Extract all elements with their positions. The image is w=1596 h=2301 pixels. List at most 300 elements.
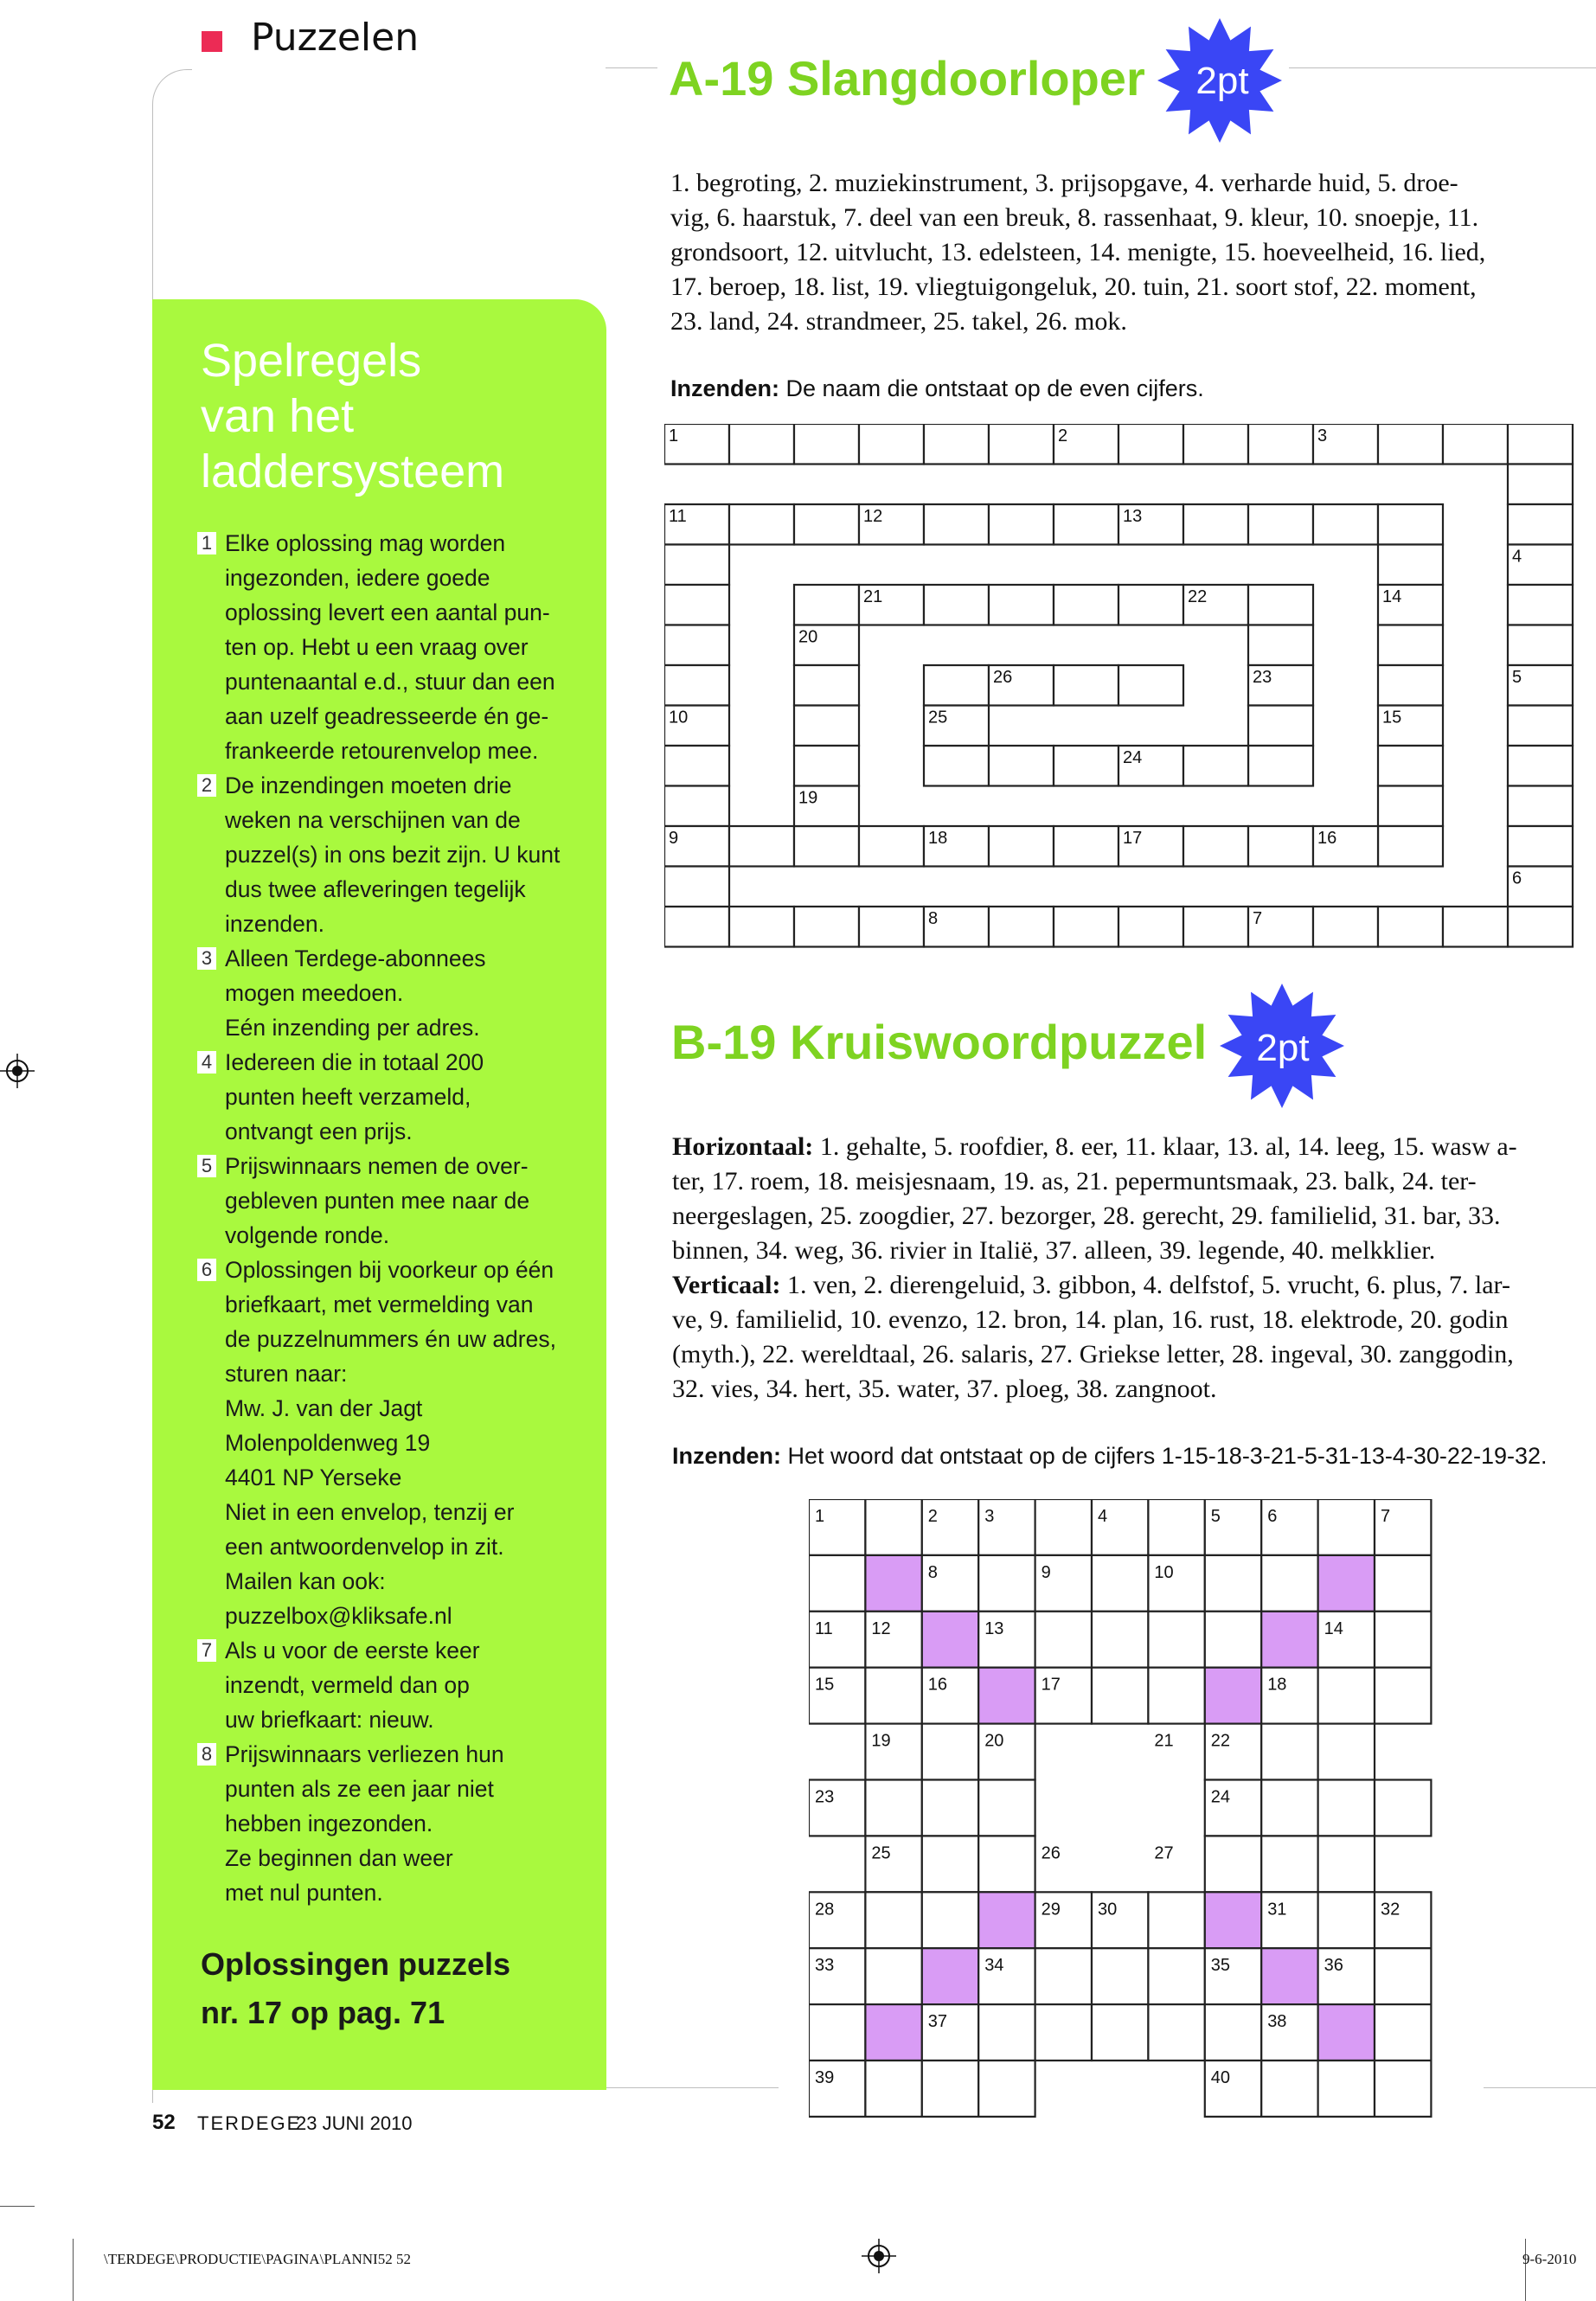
rules-heading: Spelregels van het laddersysteem: [201, 335, 505, 497]
grid-cell[interactable]: [1054, 826, 1118, 867]
grid-cell[interactable]: [1378, 746, 1443, 786]
cell-number: 6: [1512, 868, 1522, 888]
cell-number: 19: [798, 788, 818, 808]
grid-cell[interactable]: [978, 1555, 1035, 1612]
cell-number: 16: [927, 1675, 948, 1695]
grid-cell[interactable]: [1261, 2061, 1317, 2117]
cell-number: 10: [669, 708, 689, 727]
rule-text: puzzel(s) in ons bezit zijn. U kunt: [225, 842, 561, 868]
cell-number: 21: [863, 587, 883, 606]
grid-cell[interactable]: [1508, 424, 1573, 465]
grid-cell[interactable]: [1148, 1499, 1204, 1555]
rule-item: [192, 768, 599, 941]
grid-cell[interactable]: [1092, 1948, 1148, 2004]
rule-text: Ze beginnen dan weer: [225, 1845, 453, 1871]
grid-cell[interactable]: [1205, 1668, 1261, 1724]
rule-item: [192, 1253, 599, 1633]
grid-cell[interactable]: [1375, 1612, 1431, 1668]
rule-number: 4: [197, 1051, 216, 1074]
grid-cell[interactable]: [1261, 1612, 1317, 1668]
cell-number: 15: [1382, 708, 1402, 727]
rule-text: Elke oplossing mag worden: [225, 530, 506, 556]
grid-cell[interactable]: [1248, 504, 1313, 545]
grid-cell[interactable]: [1183, 826, 1248, 867]
grid-cell[interactable]: [1318, 1499, 1375, 1555]
grid-cell[interactable]: [865, 2061, 921, 2117]
slug-path: \TERDEGE\PRODUCTIE\PAGINA\PLANNI52 52: [104, 2251, 411, 2267]
rule-text: punten heeft verzameld,: [225, 1084, 471, 1110]
grid-cell[interactable]: [989, 585, 1054, 625]
grid-cell[interactable]: [1183, 746, 1248, 786]
cell-number: 29: [1041, 1900, 1061, 1920]
cell-number: 34: [984, 1956, 1004, 1976]
cell-number: 24: [1123, 748, 1143, 767]
grid-cell[interactable]: [922, 1612, 978, 1668]
cell-number: 18: [1267, 1675, 1287, 1695]
grid-cell[interactable]: [1318, 1724, 1375, 1780]
rules-list: [192, 526, 599, 1910]
grid-cell[interactable]: [989, 504, 1054, 545]
grid-cell[interactable]: [1313, 907, 1378, 947]
cell-number: 27: [1154, 1843, 1174, 1863]
grid-cell[interactable]: [989, 424, 1054, 465]
rule-number: 5: [197, 1155, 216, 1177]
grid-cell[interactable]: [1508, 465, 1573, 505]
puzzle-a-submit: [670, 375, 1204, 402]
grid-cell[interactable]: [1318, 2004, 1375, 2061]
footer-divider-left: [606, 2087, 779, 2088]
grid-cell[interactable]: [1248, 746, 1313, 786]
page-number: 52: [152, 2111, 176, 2134]
rule-text: een antwoordenvelop in zit.: [225, 1534, 504, 1560]
grid-cell[interactable]: [978, 1668, 1035, 1724]
rule-text: aan uzelf geadresseerde én ge-: [225, 703, 549, 729]
grid-cell[interactable]: [1148, 1892, 1204, 1948]
grid-cell[interactable]: [1378, 625, 1443, 666]
clue-line: binnen, 34. weg, 36. rivier in Italië, 37. alleen, 39. legende, 40. melkklier.: [672, 1236, 1436, 1265]
cell-number: 11: [815, 1618, 833, 1638]
grid-cell[interactable]: [1508, 585, 1573, 625]
grid-cell[interactable]: [1035, 2004, 1092, 2061]
rule-text: inzenden.: [225, 911, 324, 937]
grid-cell[interactable]: [989, 907, 1054, 947]
cell-number: 31: [1267, 1900, 1287, 1920]
puzzle-b-title: B-19 Kruiswoordpuzzel: [671, 1015, 1208, 1069]
cell-number: 7: [1381, 1507, 1391, 1526]
grid-cell[interactable]: [1118, 907, 1183, 947]
clue-line: vig, 6. haarstuk, 7. deel van een breuk, 8. rassenhaat, 9. kleur, 10. snoepje, 11.: [670, 203, 1479, 232]
grid-cell[interactable]: [794, 826, 859, 867]
grid-cell[interactable]: [1205, 1892, 1261, 1948]
grid-cell[interactable]: [1508, 786, 1573, 827]
rule-text: Prijswinnaars nemen de over-: [225, 1153, 529, 1179]
grid-cell[interactable]: [1261, 1836, 1317, 1892]
rule-item: [192, 526, 599, 768]
rule-number: 1: [197, 532, 216, 554]
clue-line: 17. beroep, 18. list, 19. vliegtuigongeluk, 20. tuin, 21. soort stof, 22. moment,: [670, 272, 1477, 301]
grid-cell[interactable]: [1378, 504, 1443, 545]
grid-cell[interactable]: [664, 746, 729, 786]
grid-cell[interactable]: [1318, 1668, 1375, 1724]
submit-text: De naam die ontstaat op de even cijfers.: [785, 375, 1204, 401]
grid-cell[interactable]: [924, 504, 989, 545]
cell-number: 33: [815, 1956, 835, 1976]
grid-cell[interactable]: [729, 424, 794, 465]
puzzle-a-points-badge: [1155, 16, 1285, 145]
cell-number: 5: [1512, 668, 1522, 687]
grid-cell[interactable]: [859, 424, 924, 465]
cell-number: 26: [993, 668, 1013, 687]
grid-cell[interactable]: [1508, 826, 1573, 867]
grid-cell[interactable]: [924, 746, 989, 786]
rule-text: inzendt, vermeld dan op: [225, 1672, 470, 1698]
grid-cell[interactable]: [1378, 545, 1443, 586]
cell-number: 30: [1098, 1900, 1118, 1920]
grid-cell[interactable]: [1375, 1780, 1431, 1836]
puzzle-b-submit: [672, 1443, 1548, 1470]
grid-cell[interactable]: [1183, 504, 1248, 545]
crop-mark: [0, 2206, 35, 2207]
grid-cell[interactable]: [1378, 424, 1443, 465]
puzzle-a-grid[interactable]: [664, 424, 1581, 952]
cell-number: 5: [1210, 1507, 1221, 1526]
cell-number: 2: [1058, 426, 1068, 445]
slug-date: 9-6-2010: [1522, 2251, 1577, 2267]
grid-cell[interactable]: [1261, 1724, 1317, 1780]
grid-cell[interactable]: [924, 665, 989, 706]
cell-number: 12: [871, 1618, 891, 1638]
crop-mark: [1525, 2239, 1526, 2301]
grid-cell[interactable]: [924, 424, 989, 465]
grid-cell[interactable]: [1035, 1948, 1092, 2004]
footer-divider-right: [1484, 2087, 1596, 2088]
grid-cell[interactable]: [664, 665, 729, 706]
grid-cell[interactable]: [1092, 1555, 1148, 1612]
grid-cell[interactable]: [1375, 1948, 1431, 2004]
submit-text: Het woord dat ontstaat op de cijfers 1-15-18-3-21-5-31-13-4-30-22-19-32.: [787, 1443, 1548, 1469]
clue-line: Horizontaal: 1. gehalte, 5. roofdier, 8. eer, 11. klaar, 13. al, 14. leeg, 15. wasw a-: [672, 1132, 1517, 1161]
cell-number: 35: [1210, 1956, 1231, 1976]
cell-number: 16: [1317, 829, 1337, 848]
cell-number: 13: [1123, 507, 1143, 526]
grid-cell[interactable]: [794, 585, 859, 625]
grid-cell[interactable]: [1378, 665, 1443, 706]
grid-cell[interactable]: [1378, 826, 1443, 867]
cell-number: 20: [798, 627, 818, 647]
grid-cell[interactable]: [1118, 424, 1183, 465]
grid-cell[interactable]: [1508, 625, 1573, 666]
grid-cell[interactable]: [924, 585, 989, 625]
rule-text: uw briefkaart: nieuw.: [225, 1707, 434, 1733]
grid-cell[interactable]: [922, 1780, 978, 1836]
submit-label: Inzenden:: [672, 1443, 781, 1469]
grid-cell[interactable]: [1318, 1780, 1375, 1836]
rule-number: 8: [197, 1743, 216, 1766]
grid-cell[interactable]: [664, 585, 729, 625]
grid-cell[interactable]: [978, 1892, 1035, 1948]
grid-cell[interactable]: [922, 1724, 978, 1780]
cell-number: 40: [1210, 2068, 1231, 2087]
cell-number: 39: [815, 2068, 835, 2087]
cell-number: 3: [1317, 426, 1328, 445]
grid-cell[interactable]: [1261, 1780, 1317, 1836]
rule-text: frankeerde retourenvelop mee.: [225, 738, 539, 764]
grid-cell[interactable]: [1092, 2004, 1148, 2061]
solutions-note: Oplossingen puzzels nr. 17 op pag. 71: [201, 1946, 511, 2030]
grid-cell[interactable]: [1508, 504, 1573, 545]
header-divider-right: [1289, 67, 1596, 68]
cell-number: 37: [927, 2012, 948, 2032]
section-label: Puzzelen: [251, 16, 420, 60]
grid-cell[interactable]: [729, 504, 794, 545]
grid-cell[interactable]: [664, 907, 729, 947]
header-divider: [606, 67, 657, 68]
grid-cell[interactable]: [1148, 2004, 1204, 2061]
cell-number: 24: [1210, 1787, 1231, 1807]
rule-text: puntenaantal e.d., stuur dan een: [225, 669, 555, 695]
rule-text: Molenpoldenweg 19: [225, 1430, 431, 1456]
grid-cell[interactable]: [1313, 504, 1378, 545]
cell-number: 4: [1512, 547, 1522, 567]
grid-cell[interactable]: [1375, 1555, 1431, 1612]
rule-text: ontvangt een prijs.: [225, 1118, 413, 1144]
rule-text: oplossing levert een aantal pun-: [225, 599, 550, 625]
cell-number: 25: [928, 708, 948, 727]
cell-number: 32: [1381, 1900, 1401, 1920]
grid-cell[interactable]: [978, 1836, 1035, 1892]
clue-line: 23. land, 24. strandmeer, 25. takel, 26. mok.: [670, 307, 1127, 336]
grid-cell[interactable]: [729, 826, 794, 867]
grid-cell[interactable]: [1118, 665, 1183, 706]
cell-number: 18: [928, 829, 948, 848]
grid-cell[interactable]: [1375, 2004, 1431, 2061]
rule-text: Prijswinnaars verliezen hun: [225, 1741, 504, 1767]
issue-date: 23 JUNI 2010: [296, 2112, 413, 2134]
registration-mark-icon: [862, 2239, 896, 2273]
puzzle-a-title: A-19 Slangdoorloper: [669, 51, 1145, 106]
puzzle-a-points: 2pt: [1195, 60, 1249, 102]
magazine-name: TERDEGE: [197, 2112, 302, 2134]
puzzle-b-grid[interactable]: [809, 1499, 1440, 2122]
grid-cell[interactable]: [859, 826, 924, 867]
grid-cell[interactable]: [1035, 1499, 1092, 1555]
grid-cell[interactable]: [1443, 907, 1508, 947]
grid-cell[interactable]: [989, 826, 1054, 867]
cell-number: 7: [1253, 909, 1263, 928]
rule-text: Niet in een envelop, tenzij er: [225, 1499, 515, 1525]
cell-number: 3: [984, 1507, 995, 1526]
grid-cell[interactable]: [1508, 907, 1573, 947]
puzzle-b-points: 2pt: [1256, 1027, 1310, 1069]
grid-cell[interactable]: [1054, 665, 1118, 706]
grid-cell[interactable]: [809, 1555, 865, 1612]
grid-cell[interactable]: [1318, 2061, 1375, 2117]
cell-number: 17: [1123, 829, 1143, 848]
grid-cell[interactable]: [664, 867, 729, 907]
grid-cell[interactable]: [1318, 1836, 1375, 1892]
grid-cell[interactable]: [1375, 2061, 1431, 2117]
cell-number: 20: [984, 1731, 1004, 1751]
crop-mark: [73, 2239, 74, 2301]
grid-cell[interactable]: [1035, 1612, 1092, 1668]
rule-text: ten op. Hebt u een vraag over: [225, 634, 529, 660]
cell-number: 23: [815, 1787, 835, 1807]
grid-cell[interactable]: [794, 706, 859, 747]
grid-cell[interactable]: [1148, 1668, 1204, 1724]
grid-cell[interactable]: [664, 786, 729, 827]
grid-cell[interactable]: [1318, 1892, 1375, 1948]
cell-number: 8: [928, 909, 939, 928]
grid-cell[interactable]: [794, 504, 859, 545]
rule-text: puzzelbox@kliksafe.nl: [225, 1603, 452, 1629]
rule-number: 2: [197, 774, 216, 797]
rule-text: De inzendingen moeten drie: [225, 772, 512, 798]
rule-text: punten als ze een jaar niet: [225, 1776, 494, 1802]
rule-item: [192, 1149, 599, 1253]
clue-line: (myth.), 22. wereldtaal, 26. salaris, 27. Griekse letter, 28. ingeval, 30. zanggodin,: [672, 1340, 1514, 1368]
cell-number: 14: [1324, 1618, 1343, 1638]
section-bullet: [202, 31, 222, 52]
cell-number: 36: [1324, 1956, 1343, 1976]
grid-cell[interactable]: [978, 1780, 1035, 1836]
grid-cell[interactable]: [1183, 424, 1248, 465]
puzzle-b-clues: [672, 1130, 1563, 1407]
clue-line: ter, 17. roem, 18. meisjesnaam, 19. as, 21. pepermuntsmaak, 23. balk, 24. ter-: [672, 1167, 1477, 1195]
rule-text: sturen naar:: [225, 1361, 348, 1387]
vertical-label: Verticaal:: [672, 1271, 781, 1299]
grid-cell[interactable]: [1443, 424, 1508, 465]
grid-cell[interactable]: [1205, 1555, 1261, 1612]
rule-item: [192, 941, 599, 1045]
rule-text: ingezonden, iedere goede: [225, 565, 490, 591]
rule-text: Mw. J. van der Jagt: [225, 1395, 423, 1421]
rule-item: [192, 1633, 599, 1737]
grid-cell[interactable]: [794, 665, 859, 706]
grid-cell[interactable]: [1054, 907, 1118, 947]
grid-cell[interactable]: [1148, 1948, 1204, 2004]
cell-number: 23: [1253, 668, 1272, 687]
grid-cell[interactable]: [1205, 2004, 1261, 2061]
grid-cell[interactable]: [1054, 746, 1118, 786]
grid-cell[interactable]: [1248, 706, 1313, 747]
grid-cell[interactable]: [865, 1668, 921, 1724]
grid-cell[interactable]: [1248, 625, 1313, 666]
clue-line: grondsoort, 12. uitvlucht, 13. edelsteen, 14. menigte, 15. hoeveelheid, 16. lied,: [670, 238, 1486, 266]
grid-cell[interactable]: [1378, 907, 1443, 947]
grid-cell[interactable]: [1054, 504, 1118, 545]
cell-number: 28: [815, 1900, 835, 1920]
grid-cell[interactable]: [1318, 1555, 1375, 1612]
grid-cell[interactable]: [922, 1836, 978, 1892]
cell-number: 15: [815, 1675, 835, 1695]
grid-cell[interactable]: [1261, 1948, 1317, 2004]
grid-cell[interactable]: [1205, 1836, 1261, 1892]
cell-number: 9: [669, 829, 679, 848]
rule-text: dus twee afleveringen tegelijk: [225, 876, 526, 902]
grid-cell[interactable]: [859, 907, 924, 947]
rule-item: [192, 1045, 599, 1149]
cell-number: 6: [1267, 1507, 1278, 1526]
cell-number: 1: [815, 1507, 825, 1526]
cell-number: 13: [984, 1618, 1004, 1638]
rule-text: volgende ronde.: [225, 1222, 390, 1248]
grid-cell[interactable]: [1508, 746, 1573, 786]
grid-cell[interactable]: [922, 1892, 978, 1948]
grid-cell[interactable]: [978, 2061, 1035, 2117]
grid-cell[interactable]: [865, 1780, 921, 1836]
grid-cell[interactable]: [865, 1892, 921, 1948]
grid-cell[interactable]: [794, 907, 859, 947]
grid-cell[interactable]: [865, 2004, 921, 2061]
grid-cell[interactable]: [865, 1555, 921, 1612]
rule-text: de puzzelnummers én uw adres,: [225, 1326, 556, 1352]
cell-number: 8: [927, 1562, 938, 1582]
rule-text: Mailen kan ook:: [225, 1568, 386, 1594]
grid-cell[interactable]: [865, 1499, 921, 1555]
grid-cell[interactable]: [1378, 786, 1443, 827]
rule-text: 4401 NP Yerseke: [225, 1465, 402, 1490]
clue-line: neergeslagen, 25. zoogdier, 27. bezorger, 28. gerecht, 29. familielid, 31. bar, 33.: [672, 1202, 1501, 1230]
horizontal-label: Horizontaal:: [672, 1132, 814, 1161]
clue-line: Verticaal: 1. ven, 2. dierengeluid, 3. gibbon, 4. delfstof, 5. vrucht, 6. plus, 7. lar-: [672, 1271, 1510, 1299]
grid-cell[interactable]: [1375, 1668, 1431, 1724]
cell-number: 2: [927, 1507, 938, 1526]
cell-number: 1: [669, 426, 679, 445]
grid-cell[interactable]: [865, 1948, 921, 2004]
grid-cell[interactable]: [794, 746, 859, 786]
grid-cell[interactable]: [1248, 424, 1313, 465]
grid-cell[interactable]: [664, 545, 729, 586]
grid-cell[interactable]: [794, 424, 859, 465]
grid-cell[interactable]: [809, 2004, 865, 2061]
grid-cell[interactable]: [1261, 1555, 1317, 1612]
grid-cell[interactable]: [1092, 1668, 1148, 1724]
grid-cell[interactable]: [1205, 1612, 1261, 1668]
rule-text: Eén inzending per adres.: [225, 1015, 480, 1041]
grid-cell[interactable]: [1092, 1612, 1148, 1668]
cell-number: 14: [1382, 587, 1402, 606]
cell-number: 9: [1041, 1562, 1051, 1582]
clue-line: 32. vies, 34. hert, 35. water, 37. ploeg, 38. zangnoot.: [672, 1375, 1217, 1403]
grid-cell[interactable]: [1148, 1612, 1204, 1668]
rule-text: mogen meedoen.: [225, 980, 404, 1006]
grid-cell[interactable]: [664, 625, 729, 666]
rule-text: Oplossingen bij voorkeur op één: [225, 1257, 554, 1283]
rule-text: Als u voor de eerste keer: [225, 1638, 480, 1663]
grid-cell[interactable]: [729, 907, 794, 947]
rule-item: [192, 1737, 599, 1910]
grid-cell[interactable]: [922, 2061, 978, 2117]
grid-cell[interactable]: [922, 1948, 978, 2004]
grid-cell[interactable]: [1248, 585, 1313, 625]
grid-cell[interactable]: [1183, 907, 1248, 947]
grid-cell[interactable]: [989, 746, 1054, 786]
grid-cell[interactable]: [1508, 706, 1573, 747]
grid-cell[interactable]: [1118, 585, 1183, 625]
rule-text: briefkaart, met vermelding van: [225, 1292, 534, 1317]
cell-number: 17: [1041, 1675, 1061, 1695]
cell-number: 10: [1154, 1562, 1174, 1582]
cell-number: 22: [1210, 1731, 1231, 1751]
cell-number: 22: [1188, 587, 1208, 606]
rule-number: 7: [197, 1639, 216, 1662]
cell-number: 26: [1041, 1843, 1061, 1863]
grid-cell[interactable]: [1054, 585, 1118, 625]
clue-line: 1. begroting, 2. muziekinstrument, 3. prijsopgave, 4. verharde huid, 5. droe-: [670, 169, 1458, 197]
cell-number: 12: [863, 507, 883, 526]
grid-cell[interactable]: [1248, 826, 1313, 867]
grid-cell[interactable]: [978, 2004, 1035, 2061]
